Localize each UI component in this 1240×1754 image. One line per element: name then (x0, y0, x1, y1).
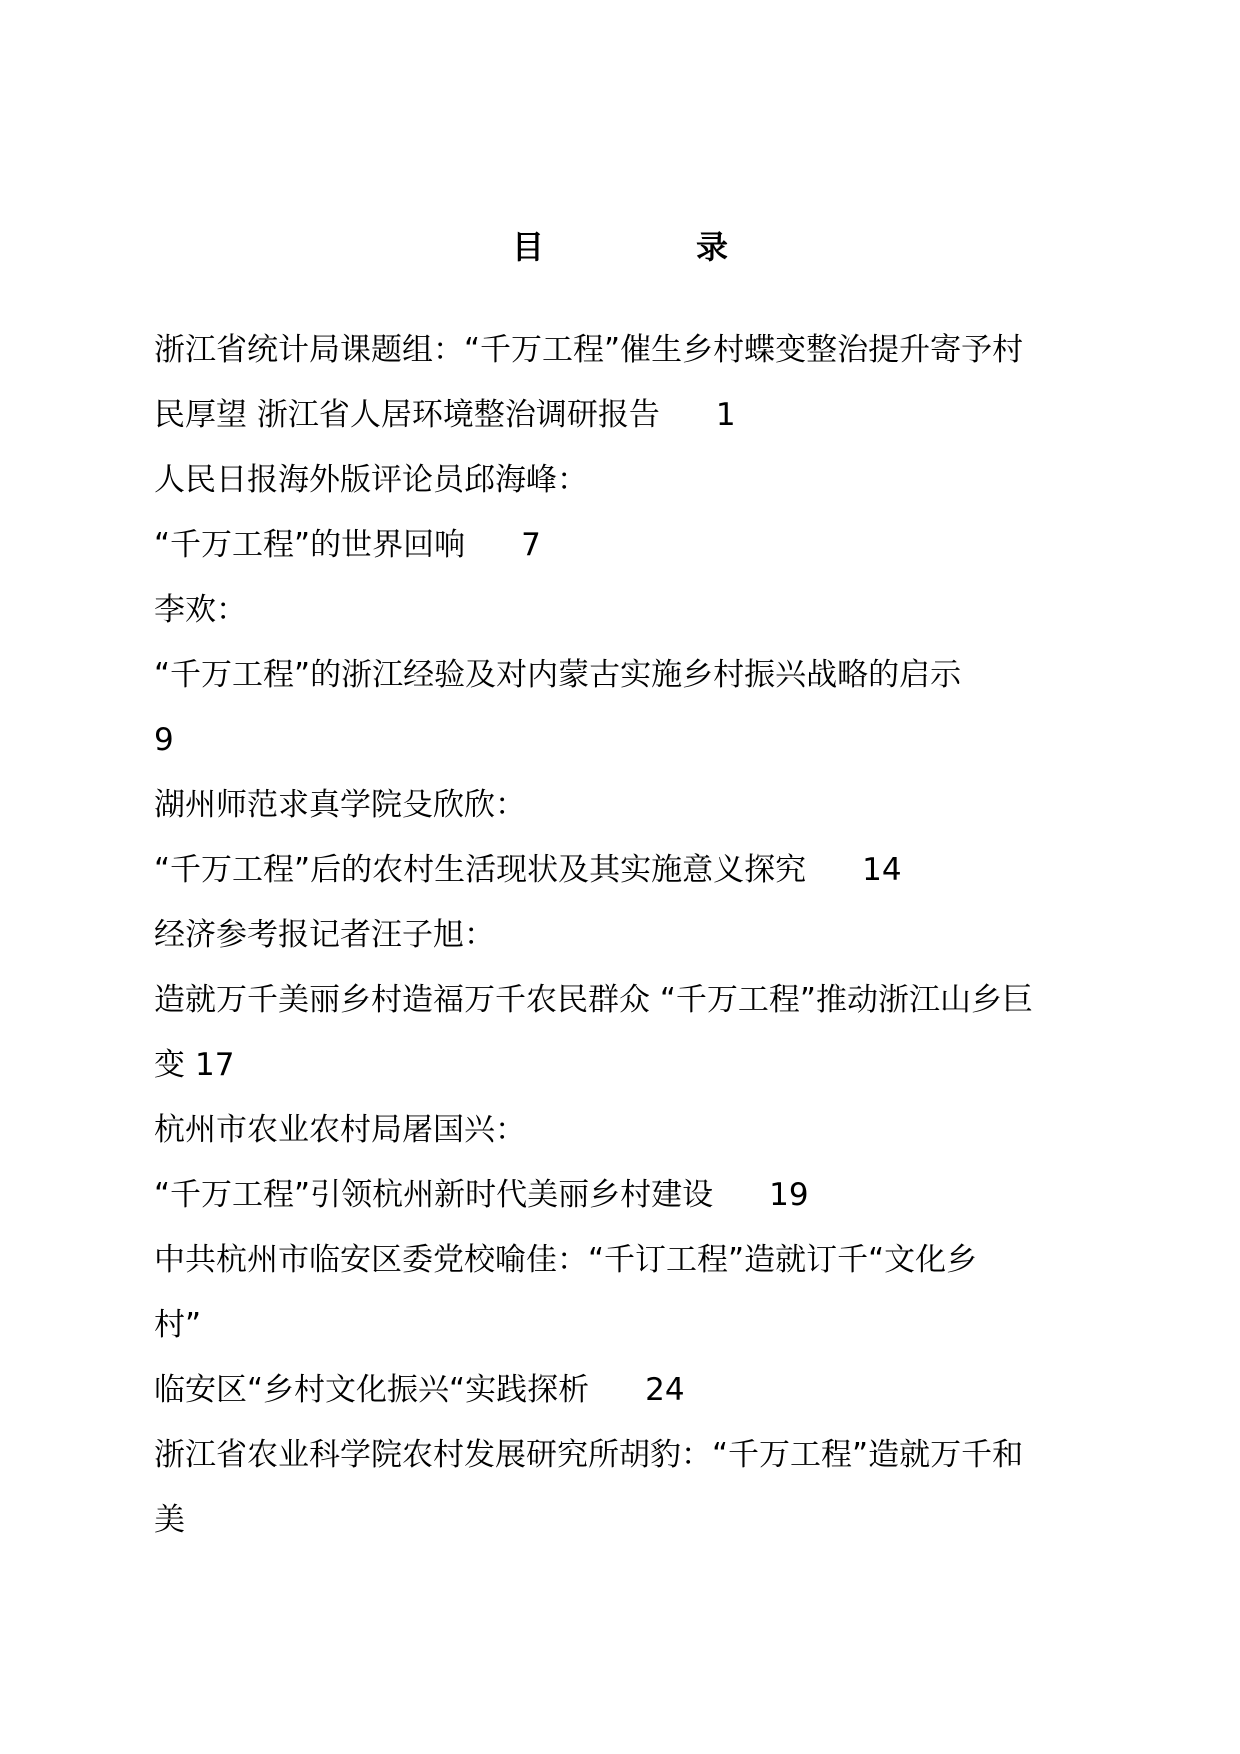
toc-line[interactable] (154, 1293, 1094, 1358)
toc-entry-text: 临安区“乡村文化振兴“实践探析 (154, 1372, 590, 1408)
toc-line[interactable] (154, 643, 1094, 708)
toc-page-number: 9 (154, 722, 174, 758)
toc-line[interactable] (154, 708, 1094, 773)
toc-line[interactable] (154, 1488, 1094, 1553)
toc-line[interactable] (154, 1098, 1094, 1163)
toc-page-number: 1 (715, 397, 736, 433)
toc-page-number: 24 (645, 1372, 685, 1408)
toc-entry-text: “千万工程”后的农村生活现状及其实施意义探究 (154, 852, 807, 888)
toc-entry-text: 湖州师范求真学院殳欣欣： (154, 787, 526, 823)
toc-line[interactable] (154, 1228, 1094, 1293)
toc-line[interactable] (154, 838, 1094, 903)
page-title: 目 录 (511, 228, 788, 266)
toc-line[interactable] (154, 383, 1094, 448)
toc-entry-text: 造就万千美丽乡村造福万千农民群众 “千万工程”推动浙江山乡巨 (154, 982, 1033, 1018)
toc-entry-text: 变 (154, 1047, 185, 1083)
toc-entry-text: 李欢： (154, 592, 247, 628)
toc-line[interactable] (154, 513, 1094, 578)
toc-entry-text: “千万工程”的世界回响 (154, 527, 466, 563)
toc-entry-text: “千万工程”的浙江经验及对内蒙古实施乡村振兴战略的启示 (154, 657, 962, 693)
toc-entry-text: 浙江省农业科学院农村发展研究所胡豹：“千万工程”造就万千和 (154, 1437, 1024, 1473)
toc-line[interactable] (154, 578, 1094, 643)
toc-page-number: 17 (195, 1047, 235, 1083)
toc-entry-text: 杭州市农业农村局屠国兴： (154, 1112, 526, 1148)
toc-page-number: 19 (769, 1177, 809, 1213)
toc-entry-text: 经济参考报记者汪子旭： (154, 917, 495, 953)
table-of-contents (154, 318, 1094, 1553)
toc-entry-text: 民厚望 浙江省人居环境整治调研报告 (154, 397, 660, 433)
toc-line[interactable] (154, 1358, 1094, 1423)
toc-entry-text: 浙江省统计局课题组：“千万工程”催生乡村蝶变整治提升寄予村 (154, 332, 1024, 368)
toc-entry-text: “千万工程”引领杭州新时代美丽乡村建设 (154, 1177, 714, 1213)
toc-entry-text: 美 (154, 1502, 185, 1538)
toc-page-number: 14 (862, 852, 902, 888)
toc-line[interactable] (154, 448, 1094, 513)
toc-line[interactable] (154, 1163, 1094, 1228)
toc-entry-text: 村” (154, 1307, 202, 1343)
toc-line[interactable] (154, 773, 1094, 838)
toc-page-number: 7 (521, 527, 541, 563)
toc-line[interactable] (154, 903, 1094, 968)
toc-line[interactable] (154, 1423, 1094, 1488)
toc-line[interactable] (154, 318, 1094, 383)
toc-line[interactable] (154, 968, 1094, 1033)
toc-entry-text: 人民日报海外版评论员邱海峰： (154, 462, 588, 498)
toc-entry-text: 中共杭州市临安区委党校喻佳：“千订工程”造就订千“文化乡 (154, 1242, 978, 1278)
toc-line[interactable] (154, 1033, 1094, 1098)
